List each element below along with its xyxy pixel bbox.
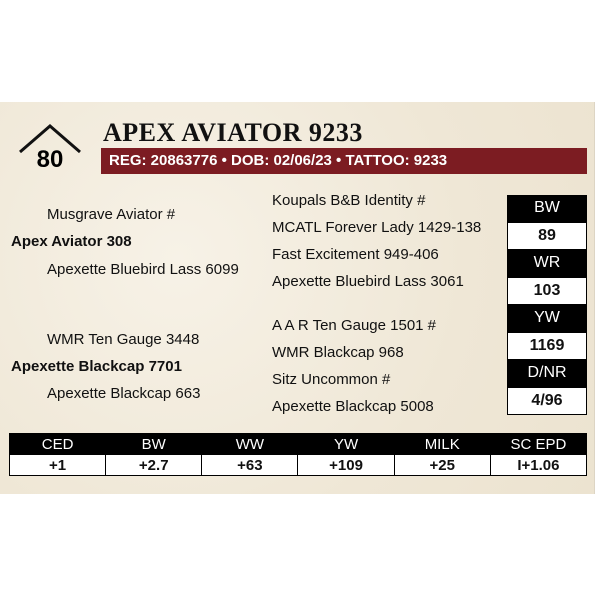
stat-label-dnr: D/NR: [507, 360, 587, 388]
stat-label-wr: WR: [507, 250, 587, 278]
gen3-item: MCATL Forever Lady 1429-138: [272, 219, 482, 236]
epd-header-row: [10, 434, 587, 455]
gen3-item: Apexette Bluebird Lass 3061: [272, 273, 464, 290]
epd-value-yw: +109: [298, 455, 394, 476]
gen3-item: Koupals B&B Identity #: [272, 192, 426, 209]
gen3-item: Sitz Uncommon #: [272, 371, 391, 388]
epd-header-ww: WW: [202, 434, 298, 455]
dam-dam: Apexette Blackcap 663: [47, 385, 201, 402]
epd-value-row: [10, 455, 587, 476]
stat-value-wr: 103: [507, 277, 587, 305]
epd-header-yw: YW: [298, 434, 394, 455]
epd-header-bw: BW: [106, 434, 202, 455]
stat-value-bw: 89: [507, 222, 587, 250]
epd-header-sc: SC EPD: [490, 434, 586, 455]
epd-value-milk: +25: [394, 455, 490, 476]
stat-value-yw: 1169: [507, 332, 587, 360]
animal-name: APEX AVIATOR 9233: [103, 118, 363, 147]
epd-value-ww: +63: [202, 455, 298, 476]
stat-label-bw: BW: [507, 195, 587, 223]
sire-dam: Apexette Bluebird Lass 6099: [47, 261, 239, 278]
dam: Apexette Blackcap 7701: [11, 358, 182, 375]
sire-sire: Musgrave Aviator #: [47, 206, 176, 223]
lot-number: 80: [36, 146, 64, 173]
epd-table: [9, 433, 587, 476]
stat-label-yw: YW: [507, 305, 587, 333]
sire: Apex Aviator 308: [11, 233, 132, 250]
gen3-item: A A R Ten Gauge 1501 #: [272, 317, 437, 334]
epd-value-sc: I+1.06: [490, 455, 586, 476]
epd-header-milk: MILK: [394, 434, 490, 455]
gen3-item: WMR Blackcap 968: [272, 344, 404, 361]
dam-sire: WMR Ten Gauge 3448: [47, 331, 200, 348]
gen3-item: Fast Excitement 949-406: [272, 246, 439, 263]
gen3-item: Apexette Blackcap 5008: [272, 398, 434, 415]
epd-header-ced: CED: [10, 434, 106, 455]
stat-value-dnr: 4/96: [507, 387, 587, 415]
epd-value-bw: +2.7: [106, 455, 202, 476]
epd-value-ced: +1: [10, 455, 106, 476]
registration-bar: REG: 20863776 • DOB: 02/06/23 • TATTOO: 9233: [101, 148, 587, 174]
